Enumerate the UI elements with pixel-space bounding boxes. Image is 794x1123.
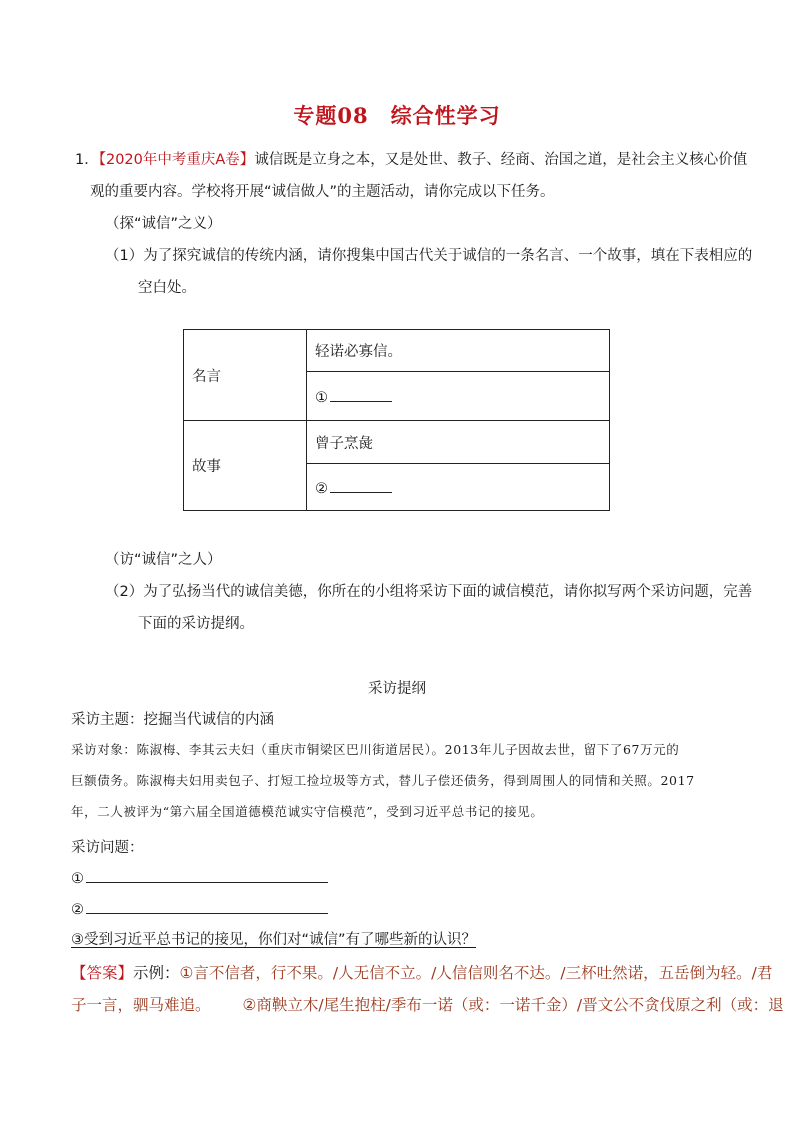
answer-blank [330, 387, 392, 402]
answer-label: 【答案】 [71, 964, 134, 982]
topic-number: 专题08 [293, 103, 369, 128]
answer-line1: 【答案】示例：①言不信者，行不果。/人无信不立。/人信信则名不达。/三杯吐然诺，五岳倒为轻。/君 [71, 964, 773, 982]
interview-question-1[interactable]: ① [71, 868, 328, 889]
answer-blank [86, 899, 328, 914]
section-heading-meaning: （探“诚信”之义） [105, 216, 222, 232]
question-number: 1． [75, 152, 99, 168]
task1-line2: 空白处。 [138, 280, 196, 296]
table-cell-quote-given: 轻诺必寡信。 [307, 330, 610, 372]
outline-subject-line1: 采访对象：陈淑梅、李其云夫妇（重庆市铜梁区巴川街道居民）。2013年儿子因故去世，留下了67万元的 [71, 742, 680, 757]
answer-line2: 子一言，驷马难追。 ②商鞅立木/尾生抱柱/季布一诺（或：一诺千金）/晋文公不贪伐原之利（或：退 [71, 996, 784, 1014]
task2-line1: （2）为了弘扬当代的诚信美德，你所在的小组将采访下面的诚信模范，请你拟写两个采访问题，完善 [105, 584, 753, 600]
section-heading-interview: （访“诚信”之人） [105, 552, 222, 568]
table-cell-quote-blank[interactable]: ① [307, 372, 610, 421]
outline-subject-line3: 年，二人被评为“第六届全国道德模范诚实守信模范”，受到习近平总书记的接见。 [71, 804, 544, 819]
outline-heading: 采访提纲 [368, 681, 426, 697]
questions-label: 采访问题： [71, 840, 144, 856]
interview-question-2[interactable]: ② [71, 899, 328, 920]
table-label-quote: 名言 [184, 330, 307, 421]
outline-theme: 采访主题：挖掘当代诚信的内涵 [71, 712, 274, 728]
interview-question-3: ③受到习近平总书记的接见，你们对“诚信”有了哪些新的认识？ [71, 932, 477, 948]
quotes-stories-table [183, 329, 610, 511]
table-label-story: 故事 [184, 421, 307, 511]
question-intro-line1: 1．【2020年中考重庆A卷】诚信既是立身之本，又是处世、教子、经商、治国之道，是社会主义核心价值 [75, 152, 748, 168]
task2-line2: 下面的采访提纲。 [138, 616, 254, 632]
answer-blank [86, 868, 328, 883]
outline-subject-line2: 巨额债务。陈淑梅夫妇用卖包子、打短工捡垃圾等方式，替儿子偿还债务，得到周围人的同情和关照。2017 [71, 773, 695, 788]
topic-name: 综合性学习 [390, 103, 501, 128]
question-source: 【2020年中考重庆A卷】 [98, 152, 255, 168]
table-cell-story-given: 曾子烹彘 [307, 421, 610, 464]
question-intro-line2: 观的重要内容。学校将开展“诚信做人”的主题活动，请你完成以下任务。 [90, 184, 555, 200]
page-title [0, 100, 794, 130]
task1-line1: （1）为了探究诚信的传统内涵，请你搜集中国古代关于诚信的一条名言、一个故事，填在下表相应的 [105, 248, 753, 264]
table-cell-story-blank[interactable]: ② [307, 464, 610, 511]
answer-blank [330, 478, 392, 493]
